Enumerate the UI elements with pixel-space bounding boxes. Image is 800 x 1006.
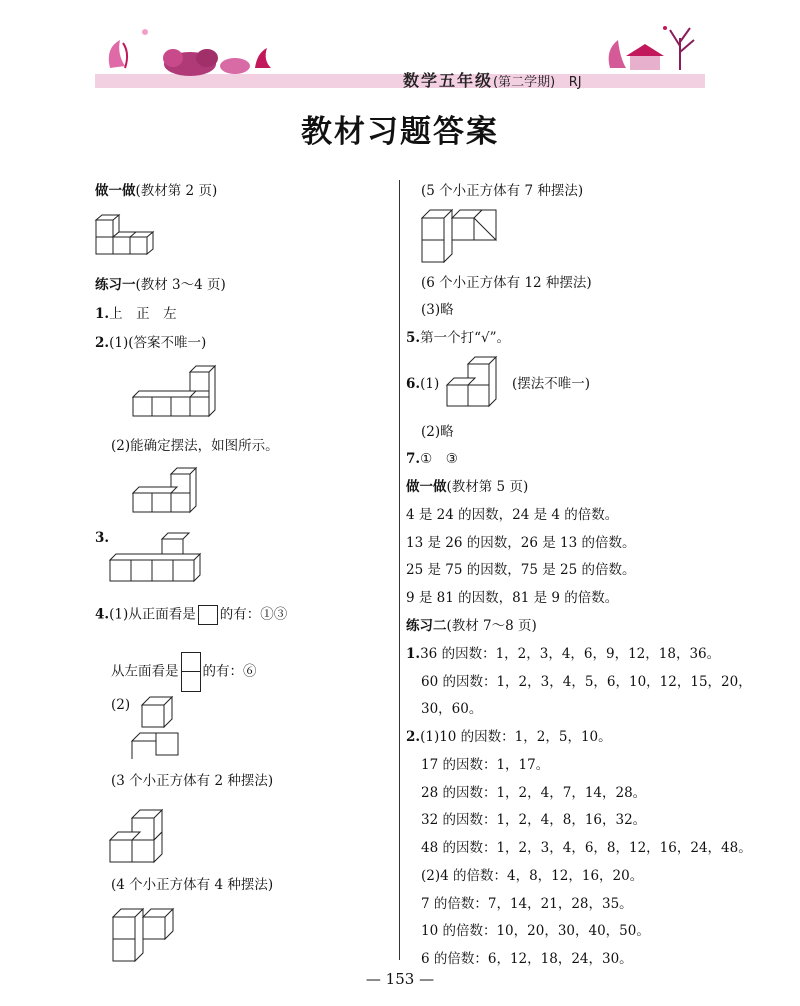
square-shape-icon <box>198 605 218 625</box>
q2b-answer: (2)能确定摆法，如图所示。 <box>111 438 279 454</box>
e1-line: 1.36 的因数：1，2，3，4，6，9，12，18，36。 <box>406 646 721 662</box>
column-divider <box>399 180 400 960</box>
e2-line: 2.(1)10 的因数：1，2，5，10。 <box>406 729 612 745</box>
cube-figure-q3 <box>110 532 220 587</box>
cube-figure-1 <box>96 215 156 265</box>
header-decoration-left <box>95 18 285 78</box>
q6b-answer: (2)略 <box>421 424 454 440</box>
page-header <box>95 18 705 88</box>
fact-line: 13 是 26 的因数，26 是 13 的倍数。 <box>406 535 636 551</box>
e2-line: 6 的倍数：6，12，18，24，30。 <box>421 951 633 967</box>
cube-figure-q4-2 <box>130 693 190 763</box>
q3-num: 3. <box>95 530 110 546</box>
e2-line: 28 的因数：1，2，4，7，14，28。 <box>421 785 647 801</box>
section-head-ex2: 练习二(教材 7～8 页) <box>406 618 537 634</box>
fact-line: 4 是 24 的因数，24 是 4 的倍数。 <box>406 507 619 523</box>
cube-figure-q2-2 <box>133 467 213 522</box>
q4c-label: (2) <box>111 697 131 713</box>
page-number: — 153 — <box>365 970 435 988</box>
q2-answer: 2.(1)(答案不唯一) <box>95 335 207 351</box>
cube-figure-5cubes <box>422 210 502 265</box>
note-4-cubes: (4 个小正方体有 4 种摆法) <box>111 877 274 893</box>
q1-answer: 1.上 正 左 <box>95 306 177 322</box>
header-decoration-right <box>590 18 705 78</box>
e2-line: 10 的倍数：10，20，30，40，50。 <box>421 923 650 939</box>
cube-figure-3cubes <box>110 802 170 867</box>
e2-line: 7 的倍数：7，14，21，28，35。 <box>421 896 633 912</box>
note-3-cubes: (3 个小正方体有 2 种摆法) <box>111 773 274 789</box>
e2-line: 17 的因数：1，17。 <box>421 757 550 773</box>
e1-line: 30，60。 <box>421 701 483 717</box>
q6-answer: 6.(1) <box>406 376 440 392</box>
note-5-cubes: (5 个小正方体有 7 种摆法) <box>421 183 584 199</box>
section-head-zuoyizuo-2: 做一做(教材第 5 页) <box>406 479 529 495</box>
cube-figure-q2-1 <box>133 365 223 425</box>
q7-answer: 7.① ③ <box>406 451 458 467</box>
fact-line: 25 是 75 的因数，75 是 25 的倍数。 <box>406 562 636 578</box>
q6-note: (摆法不唯一) <box>512 376 591 392</box>
e2-line: 48 的因数：1，2，3，4，6，8，12，16，24，48。 <box>421 840 752 856</box>
fact-line: 9 是 81 的因数，81 是 9 的倍数。 <box>406 590 619 606</box>
cube-figure-q6 <box>447 355 517 410</box>
cube-figure-4cubes <box>113 905 188 965</box>
e2-line: 32 的因数：1，2，4，8，16，32。 <box>421 812 647 828</box>
header-title: 数学五年级(第二学期) RJ <box>403 71 582 90</box>
page-title: 教材习题答案 <box>301 114 499 150</box>
q5-answer: 5.第一个打“√”。 <box>406 330 510 346</box>
e2-line: (2)4 的倍数：4，8，12，16，20。 <box>421 868 644 884</box>
e1-line: 60 的因数：1，2，3，4，5，6，10，12，15，20， <box>421 674 752 690</box>
double-square-shape-icon <box>181 652 201 692</box>
q4-line1: 4.(1)从正面看是 的有：①③ <box>95 605 287 625</box>
q4-line2: 从左面看是 的有：⑥ <box>111 652 257 692</box>
section-head-zuoyizuo: 做一做(教材第 2 页) <box>95 183 218 199</box>
section-head-ex1: 练习一(教材 3～4 页) <box>95 277 226 293</box>
note-6-cubes: (6 个小正方体有 12 种摆法) <box>421 275 592 291</box>
q3-lue: (3)略 <box>421 302 454 318</box>
